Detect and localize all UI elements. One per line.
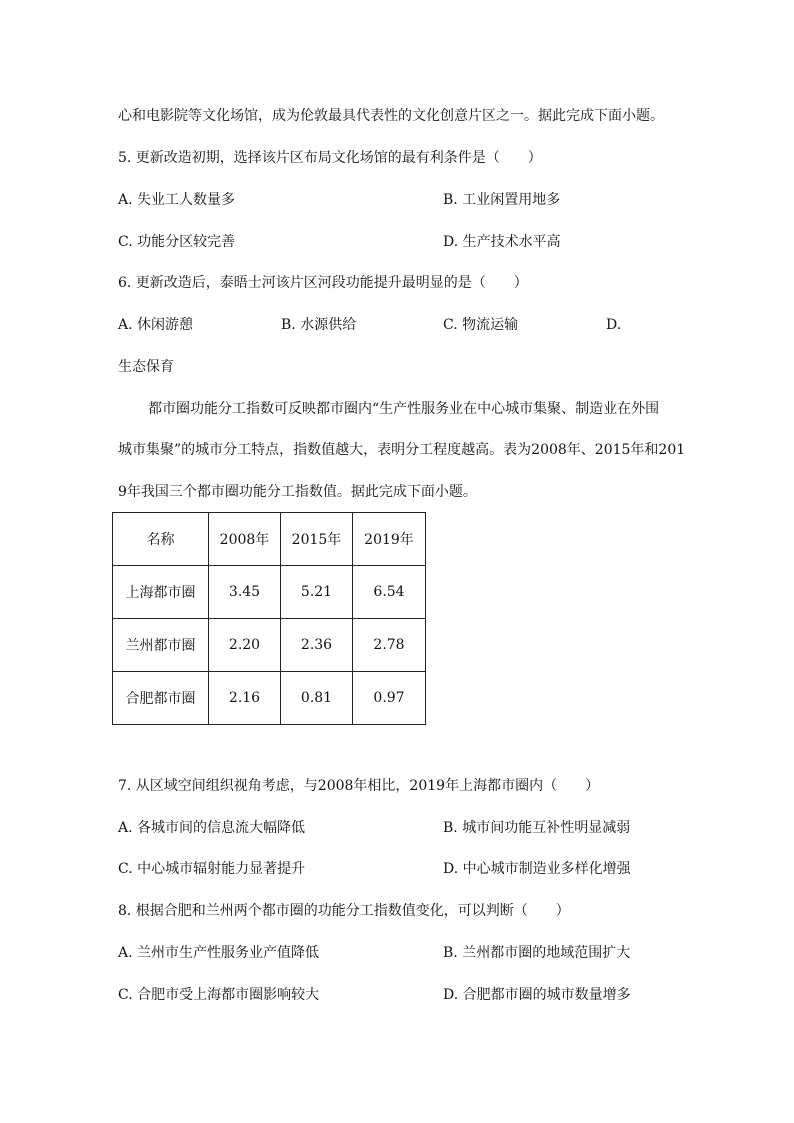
passage-line-3: 9年我国三个都市圈功能分工指数值。据此完成下面小题。: [118, 484, 477, 500]
intro-tail: 心和电影院等文化场馆，成为伦敦最具代表性的文化创意片区之一。据此完成下面小题。: [118, 108, 664, 124]
question-8-option-d[interactable]: D. 合肥都市圈的城市数量增多: [443, 987, 631, 1003]
table-cell: 合肥都市圈: [113, 672, 209, 725]
table-cell: 2.78: [353, 619, 426, 672]
question-6-option-a[interactable]: A. 休闲游憩: [118, 317, 194, 333]
question-8-option-b[interactable]: B. 兰州都市圈的地域范围扩大: [443, 945, 631, 961]
question-5-option-b[interactable]: B. 工业闲置用地多: [443, 192, 561, 208]
passage-line-1: 都市圈功能分工指数可反映都市圈内“生产性服务业在中心城市集聚、制造业在外围: [148, 401, 660, 417]
question-5-option-a[interactable]: A. 失业工人数量多: [118, 192, 236, 208]
table-row: [113, 566, 426, 619]
question-7-option-c[interactable]: C. 中心城市辐射能力显著提升: [118, 861, 306, 877]
index-table: [112, 512, 426, 725]
table-cell: 6.54: [353, 566, 426, 619]
question-7-option-b[interactable]: B. 城市间功能互补性明显减弱: [443, 820, 631, 836]
question-6-option-c[interactable]: C. 物流运输: [443, 317, 519, 333]
table-row: [113, 619, 426, 672]
table-header-row: [113, 513, 426, 566]
table-header-cell: 2019年: [353, 513, 426, 566]
question-7-option-d[interactable]: D. 中心城市制造业多样化增强: [443, 861, 631, 877]
question-8-option-c[interactable]: C. 合肥市受上海都市圈影响较大: [118, 987, 320, 1003]
table-cell: 兰州都市圈: [113, 619, 209, 672]
table-cell: 0.81: [281, 672, 353, 725]
question-8-stem: 8. 根据合肥和兰州两个都市圈的功能分工指数值变化，可以判断（ ）: [118, 903, 570, 919]
table-row: [113, 672, 426, 725]
table-cell: 2.36: [281, 619, 353, 672]
passage-line-2: 城市集聚”的城市分工特点，指数值越大，表明分工程度越高。表为2008年、2015年和201: [118, 442, 686, 458]
question-5-option-d[interactable]: D. 生产技术水平高: [443, 234, 561, 250]
table-cell: 上海都市圈: [113, 566, 209, 619]
table-cell: 2.20: [209, 619, 281, 672]
table-header-cell: 2008年: [209, 513, 281, 566]
table-cell: 5.21: [281, 566, 353, 619]
question-6-option-b[interactable]: B. 水源供给: [281, 317, 357, 333]
question-5-stem: 5. 更新改造初期，选择该片区布局文化场馆的最有利条件是（ ）: [118, 150, 542, 166]
table-header-cell: 名称: [113, 513, 209, 566]
question-8-option-a[interactable]: A. 兰州市生产性服务业产值降低: [118, 945, 320, 961]
question-6-option-d[interactable]: D.: [606, 317, 622, 333]
table-cell: 0.97: [353, 672, 426, 725]
question-6-stem: 6. 更新改造后，泰晤士河该片区河段功能提升最明显的是（ ）: [118, 275, 528, 291]
table-header-cell: 2015年: [281, 513, 353, 566]
question-5-option-c[interactable]: C. 功能分区较完善: [118, 234, 236, 250]
question-7-stem: 7. 从区域空间组织视角考虑，与2008年相比，2019年上海都市圈内（ ）: [118, 778, 600, 794]
question-6-option-d-text: 生态保育: [118, 359, 174, 375]
table-cell: 3.45: [209, 566, 281, 619]
question-7-option-a[interactable]: A. 各城市间的信息流大幅降低: [118, 820, 306, 836]
table-cell: 2.16: [209, 672, 281, 725]
